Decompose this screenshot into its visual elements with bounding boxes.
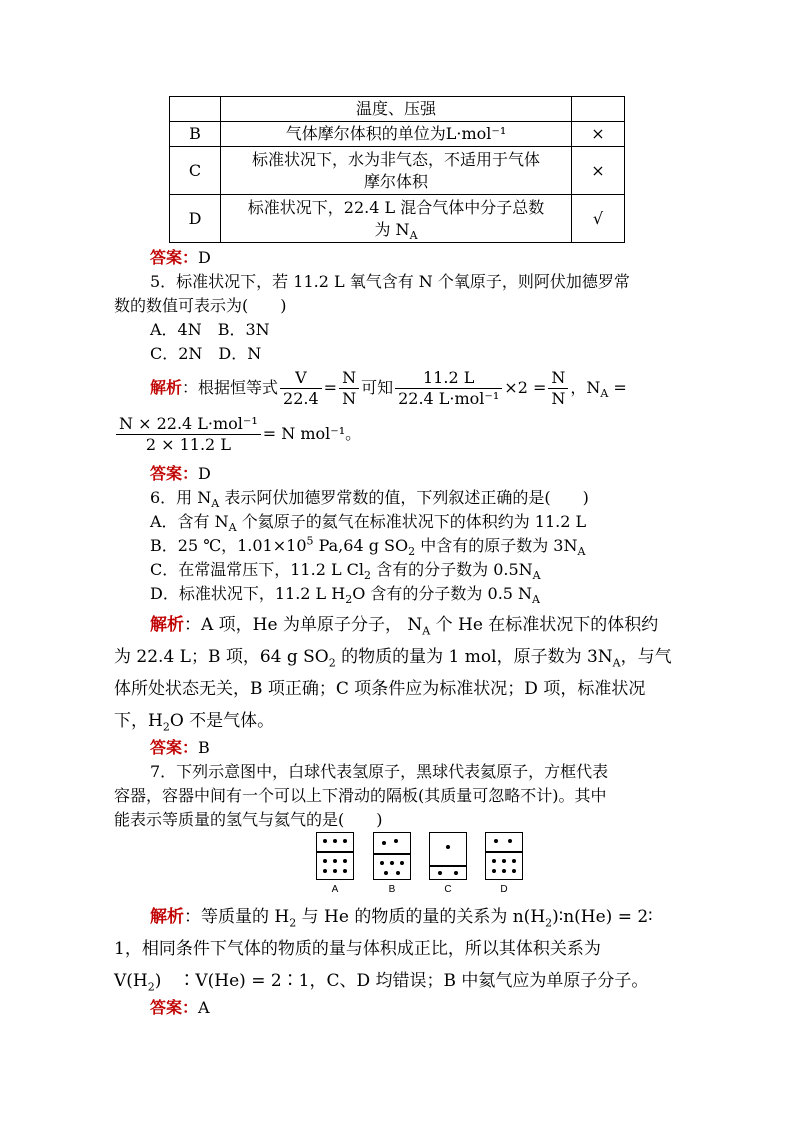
- analysis-text: 可知: [361, 378, 394, 397]
- q7-analysis-line3: [114, 966, 648, 996]
- subscript: A: [612, 656, 621, 670]
- analysis-text: V(H: [114, 971, 148, 991]
- table-cell-mark: ×: [572, 122, 625, 147]
- q4-answer-line: [150, 246, 211, 270]
- diagram-label: B: [388, 884, 396, 895]
- hydrogen-atom: [492, 859, 496, 863]
- hydrogen-atom: [400, 861, 404, 865]
- stem-text: 6．用 N: [150, 488, 212, 507]
- table-cell-desc: 温度、压强: [221, 97, 572, 122]
- subscript: 2: [364, 569, 372, 583]
- subscript: A: [422, 624, 431, 638]
- hydrogen-atom: [380, 861, 384, 865]
- stem-text: 表示阿伏加德罗常数的值，下列叙述正确的是( ): [219, 488, 589, 507]
- q5-stem-line2: 数的数值可表示为( ): [114, 296, 287, 315]
- fraction-numerator: 11.2 L: [395, 368, 502, 389]
- hydrogen-atom: [438, 871, 442, 875]
- helium-atom: [343, 839, 347, 843]
- analysis-text: 与 He 的物质的量的关系为 n(H: [296, 907, 546, 927]
- hydrogen-atom: [333, 859, 337, 863]
- analysis-text: )∶n(He) = 2∶: [552, 907, 653, 927]
- superscript: 5: [306, 534, 314, 548]
- q7-stem-line1: 7．下列示意图中，白球代表氢原子，黑球代表氦原子，方框代表: [150, 762, 609, 781]
- table-cell-desc-line: [225, 219, 567, 241]
- hydrogen-atom: [502, 859, 506, 863]
- subscript: A: [532, 593, 540, 607]
- hydrogen-atom: [333, 869, 337, 873]
- fraction-numerator: V: [280, 368, 322, 389]
- hydrogen-atom: [512, 869, 516, 873]
- analysis-text: ，N: [570, 378, 601, 397]
- option-text: Pa,64 g SO: [313, 536, 409, 555]
- hydrogen-atom: [323, 859, 327, 863]
- helium-atom: [446, 845, 450, 849]
- answer-label: 答案：: [150, 464, 199, 483]
- fraction: [116, 414, 261, 455]
- table-cell-desc-line: 摩尔体积: [363, 171, 428, 191]
- table-cell-mark: [572, 97, 625, 122]
- fraction-denominator: N: [342, 389, 357, 408]
- q5-options-line1: A．4N B．3N: [150, 320, 270, 339]
- answer-value: A: [198, 998, 210, 1017]
- desc-text: 为 N: [374, 219, 410, 239]
- q6-option-c: [150, 558, 541, 582]
- table-cell-mark: ×: [572, 147, 625, 195]
- fraction: [395, 368, 502, 409]
- analysis-label: 解析: [150, 615, 184, 635]
- helium-atom: [382, 841, 386, 845]
- fraction-denominator: N: [551, 389, 566, 408]
- q6-analysis-line2: [114, 642, 672, 672]
- diagram-label: C: [444, 884, 452, 895]
- q6-option-d: [150, 582, 540, 606]
- q6-answer-line: [150, 736, 210, 760]
- table-cell-label: C: [170, 147, 221, 195]
- option-text: D．标准状况下，11.2 L H: [150, 584, 346, 603]
- analysis-text: ×2 =: [504, 378, 547, 397]
- answer-value: D: [198, 464, 211, 483]
- q7-stem-line2: 容器，容器中间有一个可以上下滑动的隔板(其质量可忽略不计)。其中: [114, 786, 607, 805]
- q7-analysis-line1: [150, 902, 653, 932]
- subscript: 2: [289, 916, 297, 930]
- fraction-denominator: 22.4: [283, 389, 319, 408]
- partition: [317, 851, 353, 853]
- analysis-text: =: [613, 378, 627, 397]
- analysis-text: 的物质的量为 1 mol，原子数为 3N: [335, 647, 613, 667]
- container-diagram-c: [429, 832, 467, 880]
- hydrogen-atom: [384, 871, 388, 875]
- fraction: [548, 368, 568, 409]
- q6-analysis-line1: [150, 610, 658, 640]
- subscript: 2: [408, 545, 416, 559]
- analysis-text: ，与气: [620, 647, 672, 667]
- hydrogen-atom: [454, 871, 458, 875]
- table-cell-label: D: [170, 195, 221, 243]
- hydrogen-atom: [343, 869, 347, 873]
- container-diagram-a: [316, 832, 354, 880]
- answer-value: D: [198, 248, 211, 267]
- subscript: A: [532, 569, 541, 583]
- option-text: 个氦原子的氦气在标准状况下的体积约为 11.2 L: [236, 512, 587, 531]
- q6-analysis-line3: 体所处状态无关，B 项正确；C 项条件应为标准状况；D 项，标准状况: [114, 679, 646, 699]
- answer-label: 答案：: [150, 998, 199, 1017]
- analysis-text: 下，H: [114, 711, 163, 731]
- option-text: B．25 ℃，1.01×10: [150, 536, 307, 555]
- subscript: A: [409, 228, 418, 242]
- table-cell-mark: √: [572, 195, 625, 243]
- q5-analysis-line2: [114, 412, 361, 456]
- table-row: [170, 195, 625, 243]
- subscript: 2: [147, 980, 155, 994]
- subscript: A: [228, 521, 237, 535]
- analysis-label: 解析: [150, 907, 184, 927]
- diagram-label: A: [331, 884, 339, 895]
- analysis-text: ：A 项，He 为单原子分子， N: [184, 615, 423, 635]
- fraction-denominator: 22.4 L·mol⁻¹: [398, 389, 500, 408]
- fraction: [280, 368, 322, 409]
- partition: [430, 865, 466, 867]
- q6-stem: [150, 486, 589, 510]
- table-cell-desc: 气体摩尔体积的单位为L·mol⁻¹: [221, 122, 572, 147]
- analysis-text: ：等质量的 H: [184, 907, 290, 927]
- hydrogen-atom: [343, 859, 347, 863]
- helium-atom: [508, 839, 512, 843]
- analysis-text: 为 22.4 L；B 项，64 g SO: [114, 647, 329, 667]
- option-text: 含有的分子数为 0.5N: [371, 560, 533, 579]
- q6-option-a: [150, 510, 586, 534]
- analysis-text: = N mol⁻¹。: [262, 424, 362, 443]
- option-text: 中含有的原子数为 3N: [415, 536, 578, 555]
- table-row: [170, 97, 625, 122]
- hydrogen-atom: [323, 869, 327, 873]
- q5-stem-line1: 5．标准状况下，若 11.2 L 氧气含有 N 个氧原子，则阿伏加德罗常: [150, 272, 630, 291]
- diagram-label: D: [500, 884, 508, 895]
- partition: [486, 851, 522, 853]
- answer-label: 答案：: [150, 738, 199, 757]
- q5-analysis-line1: 解析：根据恒等式 $\frac{V}{22.4}$ = $\frac{N}{N}$ 可知 $\frac{11.2 L}{\text{22.4 L·mol⁻¹}}$ ×2 = $\frac{N}{N}$ ，$N_A$ =: [150, 368, 627, 408]
- analysis-text: ) ∶V(He) = 2∶1，C、D 均错误；B 中氦气应为单原子分子。: [154, 971, 649, 991]
- q7-analysis-line2: 1，相同条件下气体的物质的量与体积成正比，所以其体积关系为: [114, 939, 601, 959]
- hydrogen-atom: [390, 861, 394, 865]
- fraction-numerator: N: [548, 368, 568, 389]
- analysis-text: 个 He 在标准状况下的体积约: [430, 615, 659, 635]
- table-cell-desc-line: 标准状况下，22.4 L 混合气体中分子总数: [247, 197, 545, 217]
- option-text: C．在常温常压下，11.2 L Cl: [150, 560, 365, 579]
- hydrogen-atom: [502, 869, 506, 873]
- subscript: 2: [162, 720, 170, 734]
- fraction: [339, 368, 359, 409]
- table-cell-desc: [221, 195, 572, 243]
- table-cell-desc-line: 标准状况下，水为非气态，不适用于气体: [251, 149, 540, 169]
- option-analysis-table: [169, 96, 625, 243]
- subscript: A: [211, 497, 220, 511]
- hydrogen-atom: [396, 871, 400, 875]
- hydrogen-atom: [512, 859, 516, 863]
- q6-option-b: [150, 534, 585, 558]
- answer-label: 答案：: [150, 248, 199, 267]
- subscript: A: [577, 545, 586, 559]
- analysis-text: ：根据恒等式: [182, 378, 279, 397]
- analysis-text: O 不是气体。: [169, 711, 275, 731]
- table-row: [170, 122, 625, 147]
- helium-atom: [323, 839, 327, 843]
- hydrogen-atom: [492, 869, 496, 873]
- subscript: 2: [328, 656, 336, 670]
- analysis-label: 解析: [150, 378, 183, 397]
- answer-value: B: [198, 738, 210, 757]
- option-text: A．含有 N: [150, 512, 229, 531]
- table-cell-label: [170, 97, 221, 122]
- helium-atom: [394, 839, 398, 843]
- helium-atom: [494, 839, 498, 843]
- table-cell-label: B: [170, 122, 221, 147]
- fraction-denominator: 2 × 11.2 L: [145, 435, 231, 454]
- helium-atom: [333, 839, 337, 843]
- subscript: A: [600, 387, 609, 401]
- q5-options-line2: C．2N D．N: [150, 344, 262, 363]
- table-row: [170, 147, 625, 195]
- q7-stem-line3: 能表示等质量的氢气与氦气的是( ): [114, 810, 383, 829]
- q5-answer-line: [150, 462, 211, 486]
- subscript: 2: [545, 916, 553, 930]
- container-diagram-b: [373, 832, 411, 880]
- table-cell-desc: [221, 147, 572, 195]
- q6-analysis-line4: [114, 706, 274, 736]
- fraction-numerator: N: [339, 368, 359, 389]
- option-text: O 含有的分子数为 0.5 N: [352, 584, 533, 603]
- fraction-numerator: N × 22.4 L·mol⁻¹: [116, 414, 261, 435]
- container-diagram-d: [485, 832, 523, 880]
- q7-answer-line: [150, 996, 210, 1020]
- subscript: 2: [345, 593, 353, 607]
- partition: [374, 853, 410, 855]
